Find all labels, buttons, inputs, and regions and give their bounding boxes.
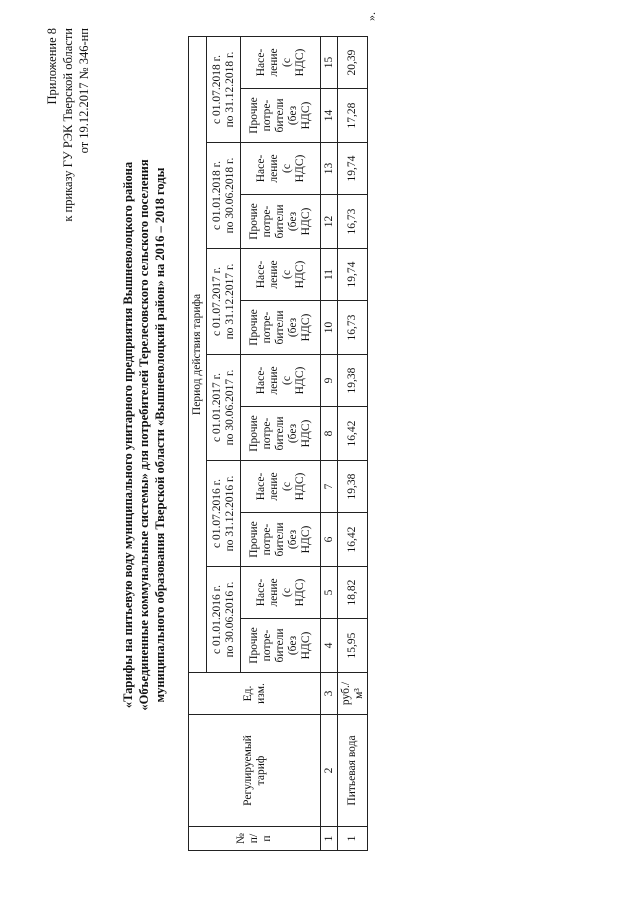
tariff-value: 17,28 — [338, 89, 368, 143]
consumer-population: Насе- ление (с НДС) — [241, 567, 321, 619]
tariff-value: 16,42 — [338, 513, 368, 567]
period-cell: с 01.01.2018 г. по 30.06.2018 г. — [207, 143, 241, 249]
title-line-2: «Объединенные коммунальные системы» для потребителей Терелесовского сельского поселения — [137, 159, 151, 711]
header-unit: Ед. изм. — [189, 673, 321, 715]
header-row-1 — [189, 37, 207, 851]
document-title — [120, 85, 168, 785]
period-cell: с 01.01.2016 г. по 30.06.2016 г. — [207, 567, 241, 673]
column-number-row — [321, 37, 338, 851]
tariff-value: 18,82 — [338, 567, 368, 619]
tariff-value: 20,39 — [338, 37, 368, 89]
column-number: 12 — [321, 195, 338, 249]
tariff-value: 19,74 — [338, 249, 368, 301]
column-number: 13 — [321, 143, 338, 195]
column-number: 4 — [321, 619, 338, 673]
tariff-value: 19,38 — [338, 461, 368, 513]
column-number: 1 — [321, 827, 338, 851]
table-row — [338, 37, 368, 851]
appendix-order-ref: к приказу ГУ РЭК Тверской области — [61, 28, 75, 222]
appendix-order-date: от 19.12.2017 № 346-нп — [77, 28, 91, 154]
consumer-population: Насе- ление (с НДС) — [241, 249, 321, 301]
column-number: 15 — [321, 37, 338, 89]
column-number: 5 — [321, 567, 338, 619]
column-number: 7 — [321, 461, 338, 513]
consumer-population: Насе- ление (с НДС) — [241, 143, 321, 195]
consumer-other: Прочие потре- бители (без НДС) — [241, 407, 321, 461]
tariff-table — [188, 36, 368, 851]
column-number: 14 — [321, 89, 338, 143]
consumer-other: Прочие потре- бители (без НДС) — [241, 513, 321, 567]
column-number: 6 — [321, 513, 338, 567]
tariff-value: 15,95 — [338, 619, 368, 673]
column-number: 10 — [321, 301, 338, 355]
appendix-block — [44, 28, 92, 388]
tariff-value: 19,74 — [338, 143, 368, 195]
header-tariff: Регулируемый тариф — [189, 715, 321, 827]
consumer-population: Насе- ление (с НДС) — [241, 37, 321, 89]
period-cell: с 01.07.2016 г. по 31.12.2016 г. — [207, 461, 241, 567]
title-line-1: «Тарифы на питьевую воду муниципального унитарного предприятия Вышневолоцкого района — [121, 161, 135, 709]
period-cell: с 01.07.2017 г. по 31.12.2017 г. — [207, 249, 241, 355]
consumer-other: Прочие потре- бители (без НДС) — [241, 89, 321, 143]
appendix-number: Приложение 8 — [45, 28, 59, 105]
consumer-other: Прочие потре- бители (без НДС) — [241, 301, 321, 355]
period-cell: с 01.01.2017 г. по 30.06.2017 г. — [207, 355, 241, 461]
title-line-3: муниципального образования Тверской области «Вышневолоцкий район» на 2016 – 2018 годы — [153, 167, 167, 703]
column-number: 8 — [321, 407, 338, 461]
row-number: 1 — [338, 827, 368, 851]
tariff-value: 16,73 — [338, 301, 368, 355]
row-unit: руб./ м³ — [338, 673, 368, 715]
period-cell: с 01.07.2018 г. по 31.12.2018 г. — [207, 37, 241, 143]
row-tariff-name: Питьевая вода — [338, 715, 368, 827]
consumer-other: Прочие потре- бители (без НДС) — [241, 195, 321, 249]
tariff-value: 16,73 — [338, 195, 368, 249]
column-number: 11 — [321, 249, 338, 301]
closing-quote-mark: ». — [364, 12, 378, 21]
column-number: 9 — [321, 355, 338, 407]
column-number: 2 — [321, 715, 338, 827]
tariff-value: 16,42 — [338, 407, 368, 461]
header-period: Период действия тарифа — [189, 37, 207, 673]
column-number: 3 — [321, 673, 338, 715]
consumer-other: Прочие потре- бители (без НДС) — [241, 619, 321, 673]
consumer-population: Насе- ление (с НДС) — [241, 355, 321, 407]
consumer-population: Насе- ление (с НДС) — [241, 461, 321, 513]
header-number: № п/ п — [189, 827, 321, 851]
tariff-value: 19,38 — [338, 355, 368, 407]
